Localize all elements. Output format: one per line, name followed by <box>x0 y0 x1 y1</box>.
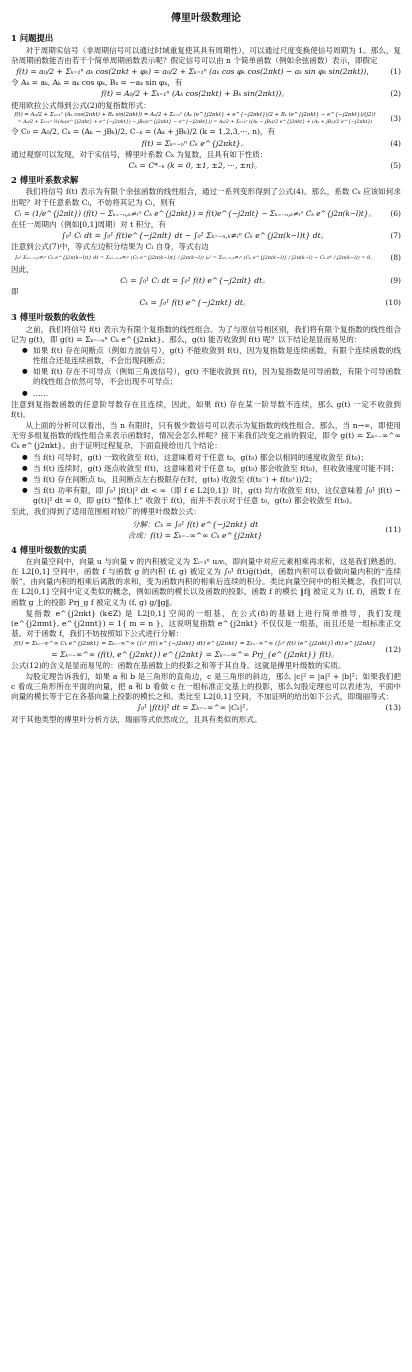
paragraph: 对于周期实信号（非周期信号可以通过时域重复使其具有周期性），可以通过尺度变换使信号周期为 1。那么，复杂周期函数能否由若干个简单周期函数表示呢？假定信号可以由 n 个简单函数（例如余弦函数）表示，即假定 <box>11 45 401 65</box>
equation-13 <box>11 703 401 713</box>
paragraph: 即 <box>11 286 19 296</box>
paragraph: 令 Aₖ = aₖ, Aₖ = aₖ cos φₖ, Bₖ = −aₖ sin φₖ，有 <box>11 78 183 88</box>
equation-9 <box>11 276 401 286</box>
equation-number: (9) <box>390 275 401 285</box>
equation-line: 分解：Cₖ = ∫₀¹ f(t) e^{−j2πkt} dt <box>131 519 259 529</box>
equation-line: f(t) = A₀/2 + Σₖ₌₁ⁿ (Aₖ cos(2πkt) + Bₖ sin(2πkt)) = A₀/2 + Σₖ₌₁ⁿ (Aₖ (e^{j2πkt} + e^{−j2πkt})/2 + Bₖ (e^{j2πkt} − e^{−j2πkt})/(j2)) <box>14 111 376 118</box>
equation-body: Cₖ = C*₋ₖ (k = 0, ±1, ±2, ···, ±n)。 <box>128 160 262 170</box>
equation-line: f(t) = Σₖ₌₋∞^∞ Cₖ e^{j2πkt} = Σₖ₌₋∞^∞ (∫₀¹ f(t) e^{−j2πkt} dt) e^{j2πkt} = Σₖ₌₋∞^∞ (∫₀¹ f(t) (e^{j2πkt})̅ dt) e^{j2πkt} <box>14 641 376 648</box>
paragraph: 我们将信号 f(t) 表示为有限个余弦函数的线性组合，通过一系列变形得到了公式(4)。那么，系数 Cₖ 应该如何求出呢？对于任意系数 Cₗ，不妨将其记为 Cₗ，则有 <box>11 187 401 207</box>
equation-body: Cₖ = ∫₀¹ f(t) e^{−j2πkt} dt。 <box>139 298 251 308</box>
section-heading: 3 傅里叶级数的收敛性 <box>11 312 96 323</box>
bullet-item: ● 当 f(t) 功率有限，即 ∫₀¹ |f(t)|² dt < ∞（即 f ∈ L2[0,1]）时，g(t) 均方收敛至 f(t)，这仅意味着 ∫₀¹ |f(t) − g(t)|² dt = 0，即 g(t) “整体上” 收敛于 f(t)，而并不表示对于任意 t₀，g(t₀) 都会收敛至 f(t₀)。 <box>33 486 401 506</box>
bullet-item: ● …… <box>33 389 401 399</box>
equation-number: (5) <box>390 160 401 170</box>
equation-number: (7) <box>390 231 401 241</box>
equation-body: ∫₀¹ Σₖ₌₋ₙ,ₖ≠ₗⁿ Cₖ e^{j2π(k−l)t} dt = Σₖ₌₋ₙ,ₖ≠ₗⁿ (Cₖ e^{j2π(k−l)t} / j2π(k−l)) |₀¹ = Σₖ₌₋ₙ,ₖ≠ₗⁿ (Cₖ e^{j2π(k−l)} / j2π(k−l) − Cₖ e⁰ / j2π(k−l)) = 0。 <box>14 255 376 262</box>
bullet-item: ● 当 f(t) 存在间断点 t₀，且间断点左右极限存在时，g(t₀) 收敛至 (f(t₀⁻) + f(t₀⁺))/2； <box>33 475 401 485</box>
equation-number: (3) <box>390 113 401 123</box>
equation-body: f(t) = A₀/2 + Σₖ₌₁ⁿ (Aₖ cos(2πkt) + Bₖ sin(2πkt))。 <box>101 89 289 99</box>
paragraph: 令 C₀ = A₀/2, Cₖ = (Aₖ − jBₖ)/2, C₋ₖ = (Aₖ + jBₖ)/2 (k = 1,2,3,···, n)，有 <box>11 127 276 137</box>
equation-body: Cₗ = (1/e^{j2πlt}) (f(t) − Σₖ₌₋ₙ,ₖ≠ₗⁿ Cₖ e^{j2πkt}) = f(t)e^{−j2πlt} − Σₖ₌₋ₙ,ₖ≠ₗⁿ Cₖ e^{j2π(k−l)t}。 <box>14 209 376 218</box>
section-essence <box>11 545 401 725</box>
bullet-item: ● 如果 f(t) 存在间断点（例如方波信号），g(t) 不能收敛到 f(t)，因为复指数是连续函数，有限个连续函数的线性组合还是连续函数，不会出现间断点； <box>33 346 401 366</box>
equation-number: (2) <box>390 89 401 99</box>
equation-body <box>11 112 379 127</box>
equation-number: (8) <box>390 253 401 263</box>
equation-body: ∫₀¹ |f(t)|² dt = Σₖ₌₋∞^∞ |Cₖ|²。 <box>137 703 253 713</box>
bullet-list <box>11 346 401 399</box>
document-title: 傅里叶级数理论 <box>171 13 241 24</box>
equation-number: (4) <box>390 138 401 148</box>
equation-number: (6) <box>390 208 401 218</box>
equation-4 <box>11 139 401 149</box>
equation-1 <box>11 67 401 77</box>
section-heading: 2 傅里叶系数求解 <box>11 175 79 186</box>
paragraph: 在任一周期内（例如[0,1]周期）对 t 积分，有 <box>11 219 166 229</box>
equation-number: (13) <box>385 703 401 713</box>
equation-2 <box>11 89 401 99</box>
section-heading: 1 问题提出 <box>11 33 54 44</box>
section-heading: 4 傅里叶级数的实质 <box>11 544 87 555</box>
equation-6 <box>11 209 401 219</box>
paragraph: 注意到公式(7)中，等式左边积分结果为 Cₗ 自身，等式右边 <box>11 242 209 252</box>
equation-line: = Σₖ₌₋∞^∞ (f(t), e^{j2πkt}) e^{j2πkt} = Σₖ₌₋∞^∞ Prj_{e^{j2πkt}} f(t)。 <box>51 649 339 659</box>
equation-number: (11) <box>385 524 401 534</box>
bullet-item: ● 当 f(t) 可导时，g(t) 一致收敛至 f(t)，这意味着对于任意 t₀，g(t₀) 都会以相同的速度收敛至 f(t₀)； <box>33 453 401 463</box>
paragraph: 在向量空间中，向量 u 与向量 v 的内积被定义为 Σᵢ₌₁ⁿ uᵢvᵢ，即向量中对应元素相乘再求和，这是我们熟悉的。在 L2[0,1] 空间中，函数 f 与函数 g 的内积 (f, g) 被定义为 ∫₀¹ f(t)g̅(t)dt，函数内积可以看做向量内积的“连续版”，由向量内积的相乘后离散的求和，变为函数内积的相乘后连续的积分。类比向量空间中的相关概念，我们可以在 L2[0,1] 空间中定义类似的概念，例如函数的模长以及函数的投影。函数 f 的模长 ‖f‖ 被定义为 (f, f)，函数 f 在函数 g 上的投影 Prj_g f 被定义为 (f, g) g/‖g‖。 <box>11 556 401 607</box>
equation-8 <box>11 253 401 263</box>
paragraph: 至此，我们得到了适用范围相对较广的傅里叶级数公式： <box>11 507 201 517</box>
section-convergence <box>11 312 401 540</box>
equation-body <box>11 640 379 659</box>
equation-line: = A₀/2 + Σₖ₌₁ⁿ ½(Aₖ(e^{j2πkt} + e^{−j2πkt}) − jBₖ(e^{j2πkt} − e^{−j2πkt})) = A₀/2 + Σₖ₌₁ⁿ ((Aₖ − jBₖ)/2 e^{j2πkt} + (Aₖ + jBₖ)/2 e^{−j2πkt}) <box>17 119 373 125</box>
section-coefficient-solving <box>11 175 401 308</box>
paragraph: 公式(12)的含义是显而易见的：函数在基函数上的投影之和等于其自身。这就是傅里叶级数的实质。 <box>11 660 346 670</box>
equation-number: (12) <box>385 644 401 654</box>
equation-3 <box>11 112 401 127</box>
paragraph: 通过观察可以发现，对于实信号，傅里叶系数 Cₖ 为复数，且具有如下性质： <box>11 149 268 159</box>
equation-body: Cₗ = ∫₀¹ Cₗ dt = ∫₀¹ f(t) e^{−j2πlt} dt。 <box>120 275 270 285</box>
equation-10 <box>11 298 401 308</box>
equation-7 <box>11 231 401 241</box>
bullet-list <box>11 453 401 507</box>
equation-number: (1) <box>390 66 401 76</box>
paragraph: 复指数 e^{j2πkt} (k∈Z) 是 L2[0,1] 空间的一组基，在公式(8)的基础上进行简单推导，我们发现 (e^{j2πmt}, e^{j2πnt}) = 1{ m = n }，这说明复指数 e^{j2πkt} 不仅仅是一组基，而且还是一组标准正交基。对于函数 f，我们不妨按照如下公式进行分解： <box>11 608 401 639</box>
equation-12 <box>11 640 401 659</box>
equation-body <box>11 519 379 541</box>
paragraph: 之前，我们将信号 f(t) 表示为有限个复指数的线性组合。为了与原信号相区别，我们将有限个复指数的线性组合记为 g(t)，即 g(t) = Σₖ₌₋ₙⁿ Cₖ e^{j2πkt}。那么，g(t) 能否收敛到 f(t) 呢？以下结论是显而易见的： <box>11 324 401 344</box>
paragraph: 注意到复指数函数的任意阶导数存在且连续，因此，如果 f(t) 存在某一阶导数不连续，那么 g(t) 一定不收敛到 f(t)。 <box>11 399 401 419</box>
bullet-item: ● 如果 f(t) 存在不可导点（例如三角波信号），g(t) 不能收敛到 f(t)，因为复指数是可导函数，有限个可导函数的线性组合依然可导，不会出现不可导点； <box>33 367 401 387</box>
paragraph: 对于其他类型的傅里叶分析方法，瑞丽等式依然成立，且具有类似的形式。 <box>11 714 262 724</box>
section-problem-statement <box>11 33 401 171</box>
paragraph: 勾股定理告诉我们，如果 a 和 b 是三角形的直角边，c 是三角形的斜边，那么 |c|² = |a|² + |b|²；如果我们把 c 看成三角形所在平面的向量，把 a 和 b 看做 c 在一组标准正交基上的投影，那么勾股定理也可以表述为，平面中向量的模长等于它在各基向量上投影的模长之和。类比至 L2[0,1] 空间，不加证明的给出如下公式，即瑞丽等式： <box>11 671 401 702</box>
paragraph: 因此， <box>11 264 34 274</box>
equation-body: f(t) = a₀/2 + Σₖ₌₁ⁿ aₖ cos(2πkt + φₖ) = a₀/2 + Σₖ₌₁ⁿ (aₖ cos φₖ cos(2πkt) − aₖ sin φₖ sin(2πkt))， <box>16 66 374 76</box>
equation-line: 合成：f(t) = Σₖ₌₋∞^∞ Cₖ e^{j2πkt} <box>127 530 263 540</box>
equation-body: ∫₀¹ Cₗ dt = ∫₀¹ f(t)e^{−j2πlt} dt − ∫₀¹ Σₖ₌₋ₙ,ₖ≠ₗⁿ Cₖ e^{j2π(k−l)t} dt。 <box>61 231 329 241</box>
equation-number: (10) <box>385 298 401 308</box>
equation-5 <box>11 161 401 171</box>
paragraph: 使用欧拉公式得到公式(2)的复指数形式： <box>11 100 151 110</box>
bullet-item: ● 当 f(t) 连续时，g(t) 逐点收敛至 f(t)，这意味着对于任意 t₀，g(t₀) 都会收敛至 f(t₀)，但收敛速度可能不同； <box>33 464 401 474</box>
equation-body: f(t) = Σₖ₌₋ₙⁿ Cₖ e^{j2πkt}。 <box>141 138 249 148</box>
paragraph: 从上面的分析可以看出，当 n 有限时，只有极少数信号可以表示为复指数的线性组合。那么，当 n→∞，即使用无穷多组复指数的线性组合来表示函数时，情况会怎么样呢？接下来我们改变之前的假定，即令 g(t) = Σₖ₌₋∞^∞ Cₖ e^{j2πkt}。由于证明过程复杂，下面直接给出几个结论： <box>11 421 401 451</box>
equation-11 <box>11 519 401 541</box>
